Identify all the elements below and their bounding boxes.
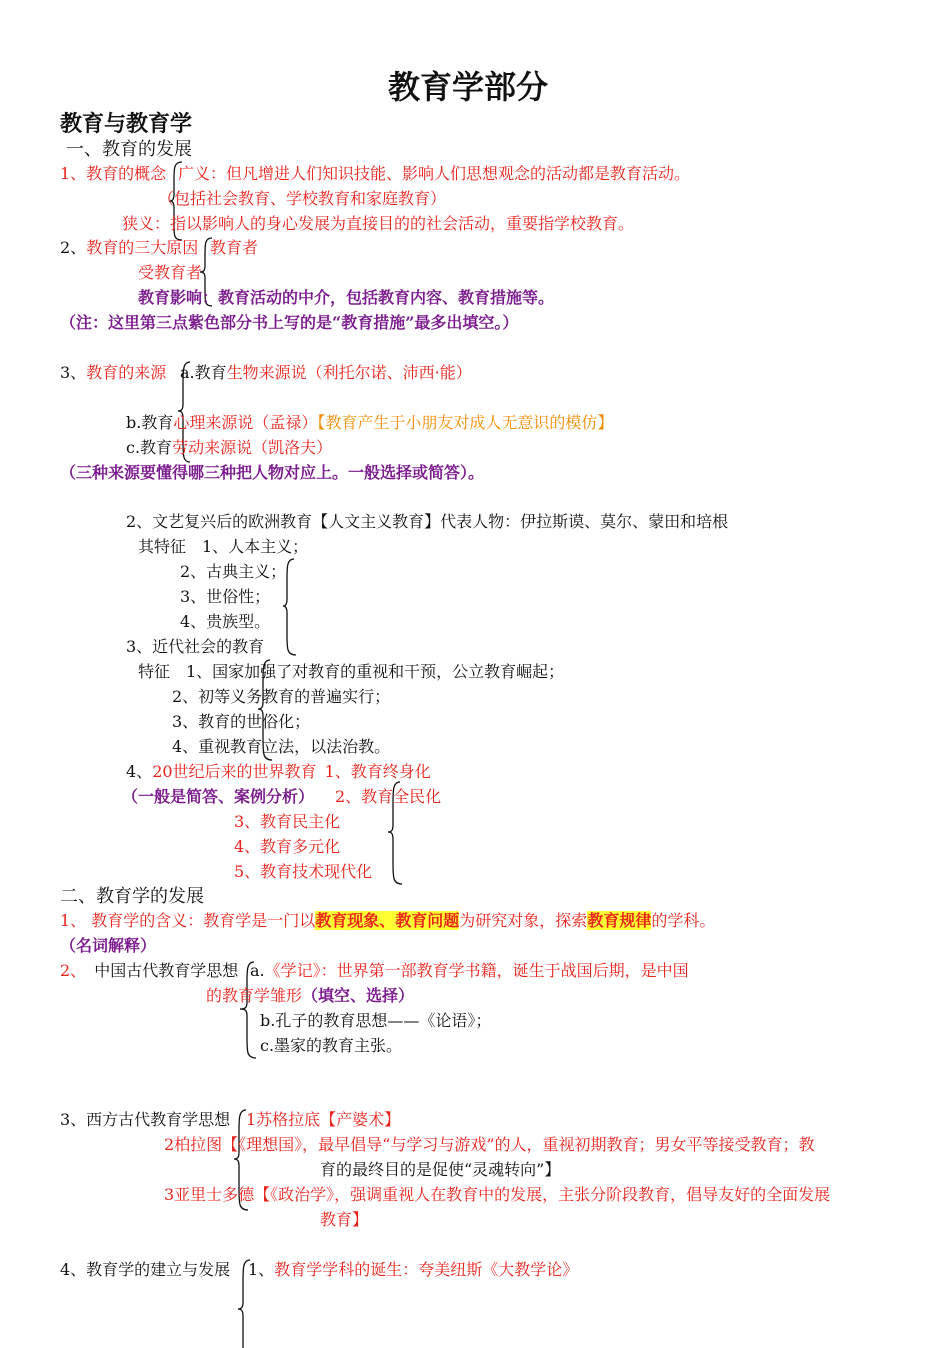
concept-broad-note: （包括社会教育、学校教育和家庭教育）: [158, 189, 447, 208]
modern-feature-1: 特征 1、国家加强了对教育的重视和干预，公立教育崛起；: [138, 662, 565, 681]
china-a: a.《学记》：世界第一部教育学书籍，诞生于战国后期，是中国: [250, 961, 689, 980]
c20-note: （一般是简答、案例分析）: [122, 787, 315, 806]
factor-learner: 受教育者: [138, 263, 203, 282]
west-label: 3、西方古代教育学思想: [60, 1110, 231, 1129]
china-label: 2、 中国古代教育学思想: [60, 961, 239, 980]
factors-note: （注：这里第三点紫色部分书上写的是“教育措施”最多出填空。）: [60, 313, 519, 332]
c20-feature-2: 2、教育全民化: [335, 787, 442, 806]
c20-feature-5: 5、教育技术现代化: [234, 862, 373, 881]
modern-feature-3: 3、教育的世俗化；: [172, 712, 311, 731]
factor-influence: 教育影响：教育活动的中介，包括教育内容、教育措施等。: [138, 288, 555, 307]
origins-note: （三种来源要懂得哪三种把人物对应上。一般选择或简答）。: [60, 463, 485, 482]
concept-narrow: 狭义：指以影响人的身心发展为直接目的的社会活动，重要指学校教育。: [122, 214, 635, 233]
modern-feature-2: 2、初等义务教育的普遍实行；: [172, 687, 391, 706]
item-2-label: 2、教育的三大原因: [60, 238, 199, 257]
c20-line: 4、20世纪后来的世界教育 1、教育终身化: [126, 762, 431, 781]
west-plato: 2柏拉图【《理想国》，最早倡导“与学习与游戏”的人，重视初期教育；男女平等接受教育；教: [164, 1135, 815, 1154]
renaissance-feature-2: 2、古典主义；: [180, 562, 287, 581]
renaissance-feature-3: 3、世俗性；: [180, 587, 271, 606]
china-a-cont: 的教育学雏形（填空、选择）: [206, 986, 415, 1005]
renaissance-feature-1: 其特征 1、人本主义；: [138, 537, 309, 556]
china-b: b.孔子的教育思想——《论语》；: [260, 1011, 492, 1030]
concept-broad: 广义：但凡增进人们知识技能、影响人们思想观念的活动都是教育活动。: [178, 164, 691, 183]
origin-b: b.教育心理来源说（孟禄）【教育产生于小朋友对成人无意识的模仿】: [126, 413, 614, 432]
section-2-heading: 二、教育学的发展: [60, 886, 204, 907]
west-plato-cont: 育的最终目的是促使“灵魂转向”】: [320, 1160, 561, 1179]
renaissance-line: 2、文艺复兴后的欧洲教育【人文主义教育】代表人物：伊拉斯谟、莫尔、蒙田和培根: [126, 512, 729, 531]
establishment-1: 1、教育学学科的诞生：夸美纽斯《大教学论》: [248, 1260, 579, 1279]
west-socrates: 1苏格拉底【产婆术】: [246, 1110, 401, 1129]
pedagogy-definition: 1、 教育学的含义：教育学是一门以教育现象、教育问题为研究对象，探索教育规律的学科。: [60, 911, 716, 930]
modern-line: 3、近代社会的教育: [126, 637, 265, 656]
page-title: 教育学部分: [388, 68, 549, 106]
c20-feature-4: 4、教育多元化: [234, 837, 341, 856]
section-heading: 教育与教育学: [60, 112, 193, 137]
section-1-heading: 一、教育的发展: [66, 139, 192, 160]
definition-note: （名词解释）: [60, 936, 157, 955]
modern-feature-4: 4、重视教育立法，以法治教。: [172, 737, 391, 756]
renaissance-feature-4: 4、贵族型。: [180, 612, 271, 631]
origin-c: c.教育劳动来源说（凯洛夫）: [126, 438, 333, 457]
item-3-label: 3、教育的来源: [60, 363, 167, 382]
origin-a: a.教育生物来源说（利托尔诺、沛西·能）: [180, 363, 472, 382]
west-aristotle-cont: 教育】: [320, 1210, 369, 1229]
item-1-label: 1、教育的概念: [60, 164, 167, 183]
c20-feature-3: 3、教育民主化: [234, 812, 341, 831]
china-c: c.墨家的教育主张。: [260, 1036, 403, 1055]
establishment-label: 4、教育学的建立与发展: [60, 1260, 231, 1279]
west-aristotle: 3亚里士多德【《政治学》，强调重视人在教育中的发展，主张分阶段教育，倡导友好的全面发展: [164, 1185, 831, 1204]
factor-educator: 教育者: [210, 238, 259, 257]
